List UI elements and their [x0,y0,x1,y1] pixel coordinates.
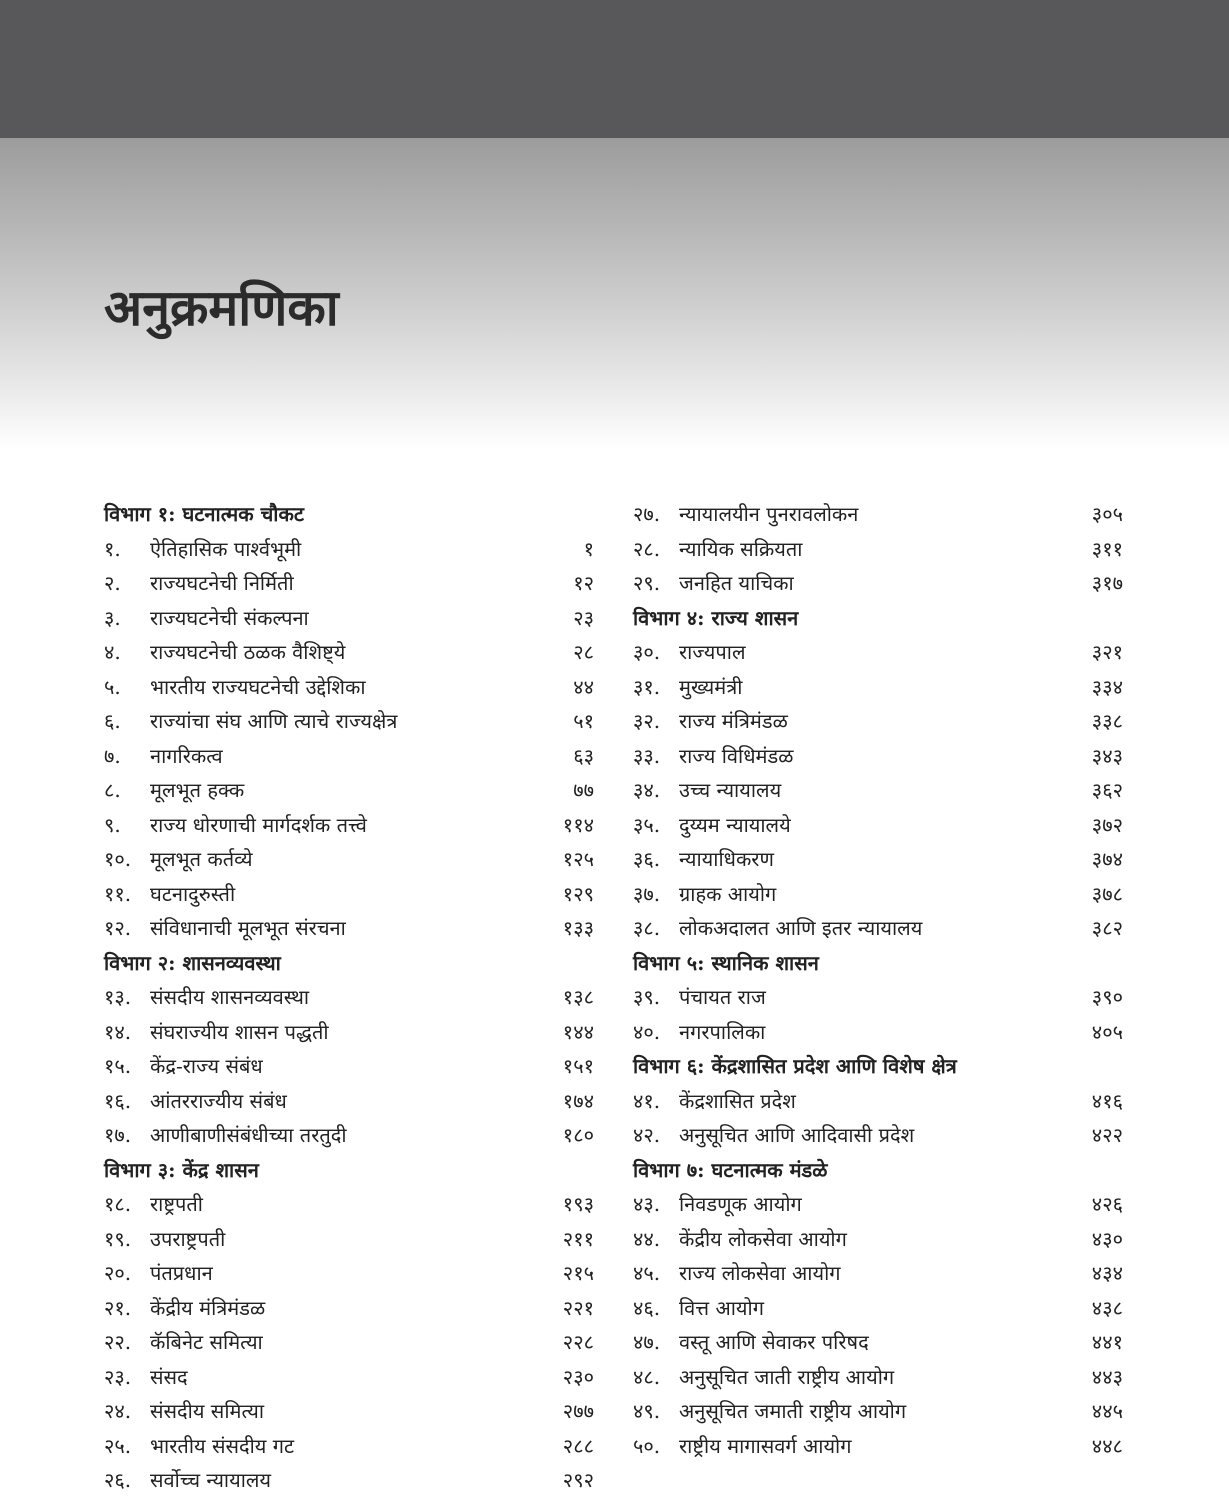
chapter-number: ३१. [633,674,661,699]
chapter-number: ४८. [633,1364,661,1389]
chapter-title: ऐतिहासिक पार्श्वभूमी [150,536,302,561]
page-number: १२५ [562,847,594,871]
toc-entry[interactable] [633,1256,1123,1291]
toc-entry[interactable] [104,1360,594,1395]
chapter-number: २३. [104,1364,132,1389]
toc-entry[interactable] [633,497,1123,532]
chapter-number: ८. [104,778,121,802]
page-number: १९३ [562,1192,594,1216]
chapter-number: २१. [104,1295,132,1320]
page-number: ३८२ [1091,916,1123,940]
page-number: ४२६ [1091,1192,1123,1216]
chapter-number: २५. [104,1433,132,1458]
chapter-number: २८. [633,536,661,561]
toc-entry[interactable] [104,1084,594,1119]
chapter-title: राज्यांचा संघ आणि त्याचे राज्यक्षेत्र [150,709,398,733]
toc-entry[interactable] [633,566,1123,601]
chapter-number: ४४. [633,1226,661,1251]
section-heading: विभाग ६: केंद्रशासित प्रदेश आणि विशेष क्षेत्र [633,1054,957,1078]
page-number: २३ [573,605,594,630]
page-number: ४४८ [1091,1433,1123,1458]
page-number: ४३० [1091,1226,1123,1251]
chapter-title: मूलभूत कर्तव्ये [150,847,253,871]
chapter-title: नगरपालिका [679,1019,766,1044]
chapter-number: १६. [104,1088,132,1113]
chapter-title: आणीबाणीसंबंधीच्या तरतुदी [150,1123,347,1147]
toc-entry[interactable] [633,1222,1123,1257]
chapter-title: अनुसूचित आणि आदिवासी प्रदेश [679,1123,915,1147]
chapter-title: वस्तू आणि सेवाकर परिषद [679,1330,869,1354]
page-number: २१५ [562,1261,594,1285]
page-number: ४३४ [1091,1261,1123,1285]
toc-entry[interactable] [633,911,1123,946]
chapter-title: मुख्यमंत्री [679,674,743,699]
chapter-title: मूलभूत हक्क [150,778,245,802]
chapter-title: राज्य धोरणाची मार्गदर्शक तत्त्वे [150,812,367,837]
toc-entry[interactable] [104,1049,594,1084]
chapter-title: कॅबिनेट समित्या [150,1330,263,1354]
chapter-number: ४१. [633,1088,661,1113]
chapter-title: केंद्रशासित प्रदेश [679,1088,796,1113]
toc-entry[interactable] [633,1429,1123,1464]
page-number: २३० [562,1364,594,1389]
toc-entry[interactable] [104,1394,594,1429]
toc-entry[interactable] [104,980,594,1015]
chapter-number: ४३. [633,1192,661,1216]
page-number: ४०५ [1091,1019,1123,1044]
toc-entry[interactable] [104,601,594,636]
toc-entry[interactable] [104,704,594,739]
chapter-title: राष्ट्रीय मागासवर्ग आयोग [679,1433,852,1458]
page-number: ७७ [573,778,594,802]
chapter-number: ४. [104,640,121,664]
page-number: १३३ [562,916,594,940]
chapter-title: अनुसूचित जाती राष्ट्रीय आयोग [679,1364,895,1389]
chapter-title: राज्यघटनेची संकल्पना [150,605,309,630]
chapter-number: २९. [633,571,661,595]
chapter-title: न्यायाधिकरण [679,847,774,871]
chapter-title: राज्य विधिमंडळ [679,743,794,768]
chapter-title: भारतीय राज्यघटनेची उद्देशिका [150,674,366,699]
page-number: ४४५ [1091,1399,1123,1423]
toc-entry[interactable] [633,739,1123,774]
chapter-number: १४. [104,1019,132,1044]
page-number: ४४ [573,674,594,699]
toc-entry[interactable] [104,842,594,877]
chapter-title: संघराज्यीय शासन पद्धती [150,1019,329,1044]
page-number: १२ [573,571,594,595]
toc-entry[interactable] [633,808,1123,843]
toc-entry[interactable] [104,1118,594,1153]
chapter-number: ३. [104,605,121,630]
toc-column-right [633,497,1123,1463]
chapter-number: ९. [104,812,121,837]
chapter-number: १७. [104,1123,132,1147]
page-number: ३११ [1091,536,1123,561]
chapter-title: भारतीय संसदीय गट [150,1433,295,1458]
toc-entry[interactable] [633,532,1123,567]
page-number: २२८ [562,1330,594,1354]
chapter-number: ३०. [633,640,661,664]
page-number: ४२२ [1091,1123,1123,1147]
page-number: ४४३ [1091,1364,1123,1389]
page-number: १४४ [562,1019,594,1044]
page-number: ३३४ [1091,674,1123,699]
chapter-number: ५. [104,674,121,699]
toc-column-left [104,497,594,1498]
chapter-number: १५. [104,1054,132,1078]
page-number: ३९० [1091,985,1123,1009]
chapter-title: जनहित याचिका [679,571,794,595]
chapter-title: संसदीय शासनव्यवस्था [150,985,310,1009]
chapter-title: राज्यपाल [679,640,746,664]
chapter-title: लोकअदालत आणि इतर न्यायालय [679,916,923,940]
chapter-title: घटनादुरुस्ती [150,881,236,906]
chapter-title: न्यायालयीन पुनरावलोकन [679,502,859,526]
toc-entry[interactable] [104,566,594,601]
page-number: ३७४ [1091,847,1123,871]
chapter-number: १. [104,536,121,561]
page-number: ३२१ [1091,640,1123,664]
chapter-number: २७. [633,502,661,526]
chapter-title: पंतप्रधान [150,1261,213,1285]
page-number: ३६२ [1091,778,1123,802]
chapter-number: ३८. [633,916,661,940]
toc-entry[interactable] [633,773,1123,808]
page-number: ३४३ [1091,743,1123,768]
chapter-title: उपराष्ट्रपती [150,1226,226,1251]
page-number: ३७२ [1091,812,1123,837]
chapter-number: ३६. [633,847,661,871]
toc-entry[interactable] [104,670,594,705]
section-heading: विभाग ५: स्थानिक शासन [633,950,819,975]
chapter-title: निवडणूक आयोग [679,1192,802,1216]
chapter-number: ३४. [633,778,661,802]
page-number: २७७ [562,1399,594,1423]
section-heading: विभाग २: शासनव्यवस्था [104,950,281,975]
toc-entry[interactable] [633,842,1123,877]
toc-entry[interactable] [104,1015,594,1050]
chapter-title: केंद्र-राज्य संबंध [150,1054,263,1078]
page-number: ४१६ [1091,1088,1123,1113]
page-number: ५१ [573,709,594,733]
chapter-title: राज्य लोकसेवा आयोग [679,1261,841,1285]
toc-entry[interactable] [104,1463,594,1498]
page-number: १८० [562,1123,594,1147]
chapter-title: पंचायत राज [679,985,766,1009]
chapter-number: १०. [104,847,132,871]
section-heading: विभाग ४: राज्य शासन [633,605,799,630]
toc-entry[interactable] [104,808,594,843]
chapter-number: ११. [104,881,132,906]
page-number: ४३८ [1091,1295,1123,1320]
chapter-number: २६. [104,1468,132,1492]
page-number: १७४ [562,1088,594,1113]
chapter-number: १३. [104,985,132,1009]
chapter-number: २४. [104,1399,132,1423]
chapter-number: १८. [104,1192,132,1216]
chapter-title: आंतरराज्यीय संबंध [150,1088,287,1113]
toc-entry[interactable] [633,1187,1123,1222]
page-number: ४४१ [1091,1330,1123,1354]
toc-entry[interactable] [104,773,594,808]
chapter-number: ३२. [633,709,661,733]
chapter-title: केंद्रीय लोकसेवा आयोग [679,1226,847,1251]
chapter-title: राज्यघटनेची निर्मिती [150,571,294,595]
toc-entry[interactable] [104,877,594,912]
toc-entry[interactable] [633,635,1123,670]
toc-entry[interactable] [104,635,594,670]
chapter-title: वित्त आयोग [679,1295,764,1320]
chapter-number: ४५. [633,1261,661,1285]
chapter-title: न्यायिक सक्रियता [679,536,803,561]
toc-entry[interactable] [104,1325,594,1360]
chapter-number: ४०. [633,1019,661,1044]
chapter-number: ३५. [633,812,661,837]
toc-entry[interactable] [104,532,594,567]
page-number: ३३८ [1091,709,1123,733]
toc-entry[interactable] [104,911,594,946]
toc-entry[interactable] [633,704,1123,739]
section-heading: विभाग ७: घटनात्मक मंडळे [633,1157,828,1182]
page-number: १५१ [562,1054,594,1078]
chapter-title: राज्यघटनेची ठळक वैशिष्ट्ये [150,640,346,664]
page-number: ३१७ [1091,571,1123,595]
chapter-number: २२. [104,1330,132,1354]
page-number: २२१ [562,1295,594,1320]
chapter-number: ३३. [633,743,661,768]
page-title: अनुक्रमणिका [104,279,339,337]
toc-entry[interactable] [633,1084,1123,1119]
page-number: १२९ [562,881,594,906]
page-number: २८ [573,640,594,664]
page-number: ११४ [562,812,594,837]
toc-entry[interactable] [633,877,1123,912]
chapter-title: राष्ट्रपती [150,1192,203,1216]
toc-entry[interactable] [633,670,1123,705]
page-number: २८८ [562,1433,594,1458]
toc-entry[interactable] [104,1429,594,1464]
chapter-title: संसदीय समित्या [150,1399,265,1423]
chapter-title: उच्च न्यायालय [679,778,782,802]
chapter-title: सर्वोच्च न्यायालय [150,1468,272,1492]
chapter-title: संसद [150,1364,188,1389]
page-number: २११ [562,1226,594,1251]
toc-entry[interactable] [633,1291,1123,1326]
toc-entry[interactable] [633,1394,1123,1429]
chapter-number: ३७. [633,881,661,906]
toc-entry[interactable] [633,1015,1123,1050]
chapter-number: २. [104,571,121,595]
chapter-number: ७. [104,743,121,768]
chapter-title: दुय्यम न्यायालये [679,812,791,837]
section-heading: विभाग १: घटनात्मक चौकट [104,502,304,526]
chapter-number: ४९. [633,1399,661,1423]
section-heading: विभाग ३: केंद्र शासन [104,1157,259,1182]
chapter-title: अनुसूचित जमाती राष्ट्रीय आयोग [679,1399,907,1423]
toc-entry[interactable] [104,1187,594,1222]
page-number: ६३ [573,743,594,768]
chapter-number: ३९. [633,985,661,1009]
chapter-number: ४७. [633,1330,661,1354]
chapter-number: ६. [104,709,121,733]
chapter-number: १९. [104,1226,132,1251]
chapter-number: ४६. [633,1295,661,1320]
toc-entry[interactable] [104,739,594,774]
page-number: ३०५ [1091,502,1123,526]
toc-entry[interactable] [104,1256,594,1291]
page-number: १ [583,536,594,561]
page-number: २९२ [562,1468,594,1492]
toc-entry[interactable] [633,1360,1123,1395]
chapter-number: २०. [104,1261,132,1285]
chapter-title: संविधानाची मूलभूत संरचना [150,916,346,940]
toc-entry[interactable] [633,1325,1123,1360]
chapter-title: केंद्रीय मंत्रिमंडळ [150,1295,266,1320]
toc-entry[interactable] [633,980,1123,1015]
page-number: १३८ [562,985,594,1009]
toc-entry[interactable] [633,1118,1123,1153]
chapter-number: १२. [104,916,132,940]
page-number: ३७८ [1091,881,1123,906]
chapter-title: राज्य मंत्रिमंडळ [679,709,788,733]
top-band [0,0,1229,138]
chapter-title: ग्राहक आयोग [679,881,777,906]
toc-entry[interactable] [104,1291,594,1326]
chapter-number: ४२. [633,1123,661,1147]
chapter-title: नागरिकत्व [150,743,223,768]
toc-entry[interactable] [104,1222,594,1257]
chapter-number: ५०. [633,1433,661,1458]
